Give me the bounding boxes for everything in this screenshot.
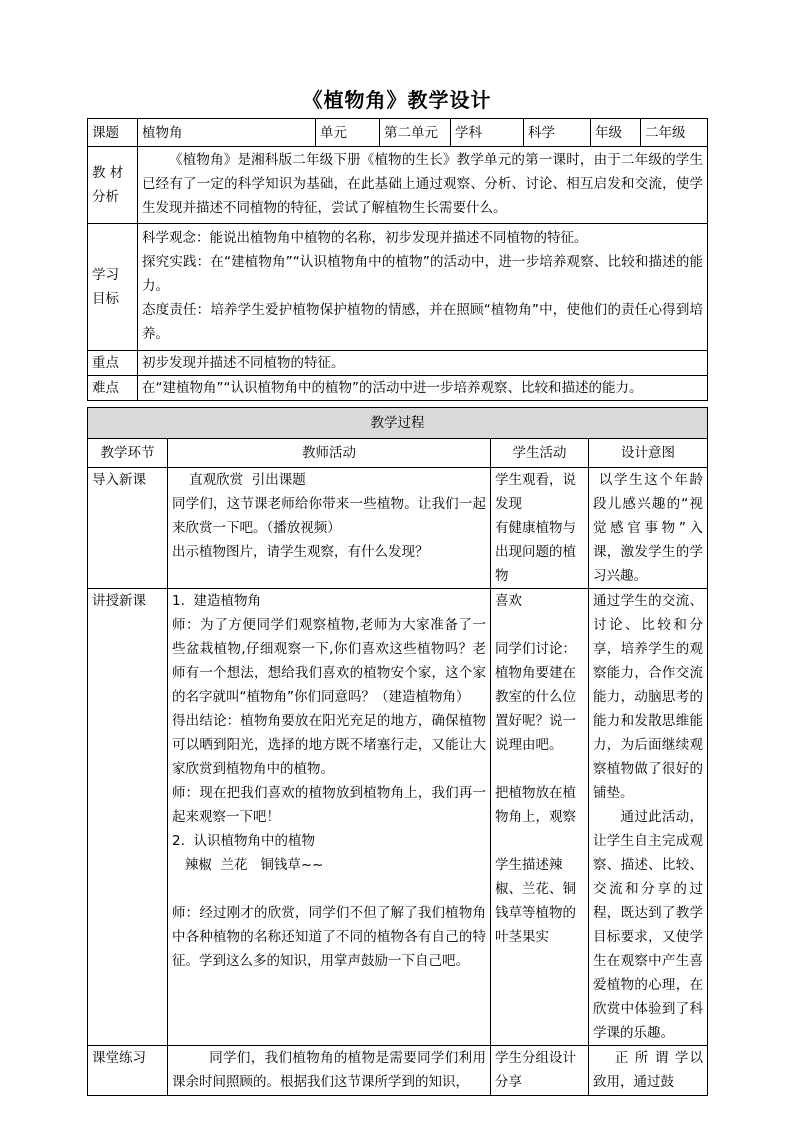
process-row-intro bbox=[88, 468, 708, 589]
design-intent: 正 所 谓 学以致用，通过鼓 bbox=[589, 1046, 708, 1096]
difficulty-label: 难点 bbox=[88, 376, 138, 401]
teacher-activity: 直观欣赏 引出课题 同学们，这节课老师给你带来一些植物。让我们一起来欣赏一下吧。（播放视频） 出示植物图片，请学生观察，有什么发现？ bbox=[168, 468, 491, 589]
process-row-practice bbox=[88, 1046, 708, 1096]
goals-label: 学习 目标 bbox=[88, 224, 138, 351]
difficulty-row bbox=[88, 376, 708, 401]
subject-label: 学科 bbox=[451, 119, 524, 147]
difficulty-text: 在“建植物角”“认识植物角中的植物”的活动中进一步培养观察、比较和描述的能力。 bbox=[138, 376, 708, 401]
teacher-activity: 同学们，我们植物角的植物是需要同学们利用课余时间照顾的。根据我们这节课所学到的知识， bbox=[168, 1046, 491, 1096]
subject-value: 科学 bbox=[524, 119, 591, 147]
process-row-teaching bbox=[88, 589, 708, 1046]
info-row bbox=[88, 119, 708, 147]
unit-label: 单元 bbox=[316, 119, 380, 147]
goal-item: 探究实践：在“建植物角”“认识植物角中的植物”的活动中，进一步培养观察、比较和描述的能力。 bbox=[142, 254, 703, 294]
design-intent: 通过学生的交流、讨论、比较和分享，培养学生的观察能力，合作交流能力，动脑思考的能力和发散思维能力，为后面继续观察植物做了很好的铺垫。 通过此活动，让学生自主完成观察、描述、比较、交流和分享的过程，既达到了教学目标要求，又使学生在观察中产生喜爱植物的心理，在欣赏中体验到了科学课的乐趣。 bbox=[589, 589, 708, 1046]
header-student: 学生活动 bbox=[491, 439, 589, 468]
student-activity: 学生观看，说发现 有健康植物与出现问题的植物 bbox=[491, 468, 589, 589]
header-stage: 教学环节 bbox=[88, 439, 168, 468]
lesson-info-table bbox=[87, 118, 708, 401]
stage-cell: 课堂练习 bbox=[88, 1046, 168, 1096]
page-title: 《植物角》教学设计 bbox=[302, 88, 492, 112]
stage-cell: 讲授新课 bbox=[88, 589, 168, 1046]
stage-cell: 导入新课 bbox=[88, 468, 168, 589]
teacher-activity: 1. 建造植物角 师：为了方便同学们观察植物,老师为大家准备了一些盆栽植物,仔细观察一下,你们喜欢这些植物吗？老师有一个想法，想给我们喜欢的植物安个家，这个家的名字就叫“植物角”你们同意吗？（建造植物角） 得出结论：植物角要放在阳光充足的地方，确保植物可以晒到阳光，选择的地方既不堵塞行走，又能让大家欣赏到植物角中的植物。 师：现在把我们喜欢的植物放到植物角上，我们再一起来观察一下吧！ 2. 认识植物角中的植物 辣椒 兰花 铜钱草~~ 师：经过刚才的欣赏，同学们不但了解了我们植物角中各种植物的名称还知道了不同的植物各有自己的特征。学到这么多的知识，用掌声鼓励一下自己吧。 bbox=[168, 589, 491, 1046]
key-point-row bbox=[88, 351, 708, 376]
analysis-label: 教 材 分析 bbox=[88, 147, 138, 224]
goal-item: 科学观念：能说出植物角中植物的名称，初步发现并描述不同植物的特征。 bbox=[142, 230, 588, 246]
design-intent: 以学生这个年龄段儿感兴趣的“视觉感官事物”入课，激发学生的学习兴趣。 bbox=[589, 468, 708, 589]
unit-value: 第二单元 bbox=[380, 119, 451, 147]
teaching-process-table bbox=[87, 407, 708, 1096]
grade-value: 二年级 bbox=[641, 119, 708, 147]
header-teacher: 教师活动 bbox=[168, 439, 491, 468]
header-intent: 设计意图 bbox=[589, 439, 708, 468]
analysis-text: 《植物角》是湘科版二年级下册《植物的生长》教学单元的第一课时，由于二年级的学生已经有了一定的科学知识为基础，在此基础上通过观察、分析、讨论、相互启发和交流，使学生发现并描述不同植物的特征，尝试了解植物生长需要什么。 bbox=[138, 147, 708, 224]
process-title-row bbox=[88, 408, 708, 439]
analysis-row bbox=[88, 147, 708, 224]
grade-label: 年级 bbox=[591, 119, 641, 147]
goals-list bbox=[138, 224, 708, 351]
process-title: 教学过程 bbox=[88, 408, 708, 439]
topic-value: 植物角 bbox=[138, 119, 316, 147]
goal-item: 态度责任：培养学生爱护植物保护植物的情感，并在照顾“植物角”中，使他们的责任心得到培养。 bbox=[142, 302, 703, 342]
goals-row bbox=[88, 224, 708, 351]
key-point-text: 初步发现并描述不同植物的特征。 bbox=[138, 351, 708, 376]
student-activity: 喜欢 同学们讨论：植物角要建在教室的什么位置好呢？说一说理由吧。 把植物放在植物角上，观察 学生描述辣椒、兰花、铜钱草等植物的叶茎果实 bbox=[491, 589, 589, 1046]
topic-label: 课题 bbox=[88, 119, 138, 147]
student-activity: 学生分组设计分享 bbox=[491, 1046, 589, 1096]
process-header-row bbox=[88, 439, 708, 468]
key-point-label: 重点 bbox=[88, 351, 138, 376]
